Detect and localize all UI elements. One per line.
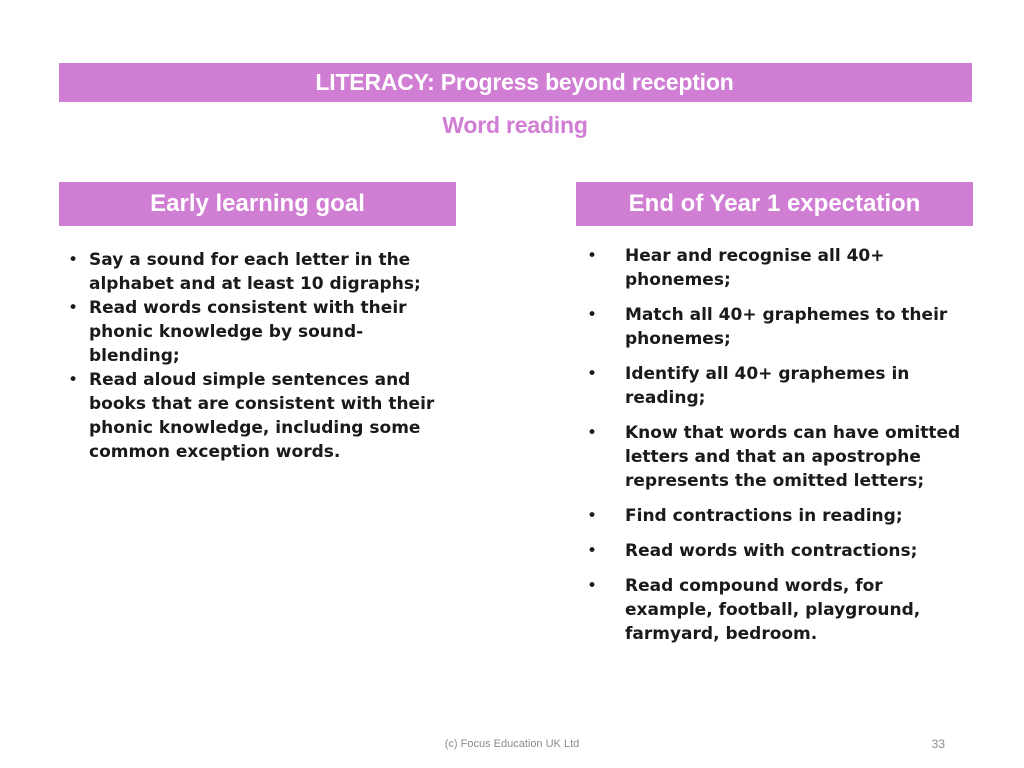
title-banner xyxy=(59,63,972,102)
bullet-icon: • xyxy=(68,250,79,270)
list-item-text: Say a sound for each letter in the alphabet and at least 10 digraphs; xyxy=(89,250,421,294)
list-item xyxy=(586,303,966,351)
list-item-text: Hear and recognise all 40+ phonemes; xyxy=(625,246,885,290)
list-item xyxy=(586,504,966,528)
list-item-text: Read compound words, for example, football, playground, farmyard, bedroom. xyxy=(625,576,921,644)
bullet-icon: • xyxy=(587,305,598,325)
list-item xyxy=(66,248,446,296)
list-item xyxy=(66,296,446,368)
list-item-text: Know that words can have omitted letters and that an apostrophe represents the omitted letters; xyxy=(625,423,961,491)
list-item xyxy=(586,539,966,563)
list-item xyxy=(586,421,966,493)
list-item-text: Match all 40+ graphemes to their phonemes; xyxy=(625,305,948,349)
list-item-text: Read aloud simple sentences and books that are consistent with their phonic knowledge, including some common exception words. xyxy=(89,370,435,462)
list-item xyxy=(586,362,966,410)
year1-expectation-header xyxy=(576,182,973,226)
bullet-icon: • xyxy=(587,423,598,443)
bullet-icon: • xyxy=(587,364,598,384)
early-learning-goal-header xyxy=(59,182,456,226)
early-learning-goal-header-label: Early learning goal xyxy=(150,190,365,217)
bullet-icon: • xyxy=(68,298,79,318)
bullet-icon: • xyxy=(587,506,598,526)
page-number: 33 xyxy=(931,737,945,751)
bullet-icon: • xyxy=(587,576,598,596)
list-item xyxy=(66,368,446,464)
list-item-text: Identify all 40+ graphemes in reading; xyxy=(625,364,910,408)
bullet-icon: • xyxy=(587,541,598,561)
list-item-text: Read words consistent with their phonic knowledge by sound-blending; xyxy=(89,298,407,366)
early-learning-goal-list xyxy=(66,248,446,464)
bullet-icon: • xyxy=(587,246,598,266)
list-item-text: Read words with contractions; xyxy=(625,541,918,561)
slide-title: LITERACY: Progress beyond reception xyxy=(315,69,734,95)
year1-expectation-header-label: End of Year 1 expectation xyxy=(628,190,921,217)
bullet-icon: • xyxy=(68,370,79,390)
copyright-footer: (c) Focus Education UK Ltd xyxy=(444,738,580,750)
list-item xyxy=(586,574,966,646)
list-item-text: Find contractions in reading; xyxy=(625,506,903,526)
list-item xyxy=(586,244,966,292)
slide-subtitle: Word reading xyxy=(442,112,588,138)
year1-expectation-list xyxy=(586,244,966,657)
